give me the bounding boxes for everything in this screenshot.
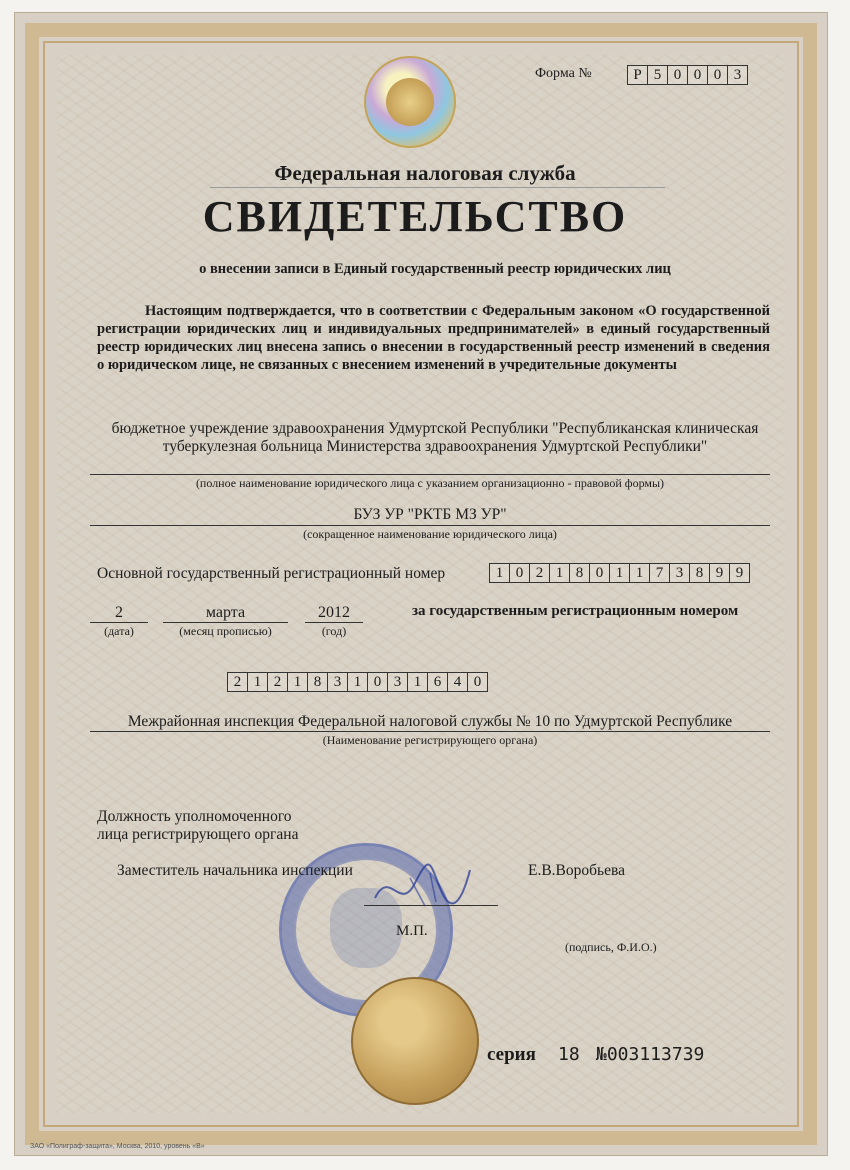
ogrn-digit: 9 (729, 563, 750, 583)
hologram-emblem-icon (364, 56, 456, 148)
document-title: СВИДЕТЕЛЬСТВО (202, 192, 628, 241)
date-day: 2 (115, 604, 123, 621)
form-number-boxes (628, 65, 748, 85)
gold-seal-icon (351, 977, 479, 1105)
sign-caption: (подпись, Ф.И.О.) (565, 940, 657, 954)
authority-caption: (Наименование регистрирующего органа) (322, 733, 538, 747)
date-year-caption: (год) (321, 624, 347, 638)
ogrn-label: Основной государственный регистрационный номер (97, 565, 446, 582)
signatory-role-line1: Должность уполномоченного (97, 808, 292, 825)
grn-digit: 8 (307, 672, 328, 692)
grn-digit: 1 (247, 672, 268, 692)
grn-digit: 0 (367, 672, 388, 692)
ogrn-digit: 8 (689, 563, 710, 583)
ogrn-digit: 1 (629, 563, 650, 583)
ogrn-digit: 1 (549, 563, 570, 583)
form-number-digit: 0 (667, 65, 688, 85)
grn-digit: 0 (467, 672, 488, 692)
date-day-caption: (дата) (104, 624, 134, 638)
signatory-role-line2: лица регистрирующего органа (97, 826, 299, 843)
grn-digit: 6 (427, 672, 448, 692)
series-label: серия (487, 1044, 536, 1065)
form-number-digit: 0 (687, 65, 708, 85)
ogrn-digit: 0 (509, 563, 530, 583)
grn-digit: 3 (387, 672, 408, 692)
form-number-digit: 3 (727, 65, 748, 85)
grn-digit: 2 (267, 672, 288, 692)
grn-digit: 4 (447, 672, 468, 692)
grn-digit: 1 (347, 672, 368, 692)
signature-icon (370, 858, 480, 918)
ogrn-digit: 7 (649, 563, 670, 583)
mp-label: М.П. (396, 923, 428, 939)
ogrn-digit: 9 (709, 563, 730, 583)
ogrn-digit: 8 (569, 563, 590, 583)
form-number-digit: Р (627, 65, 648, 85)
grn-digit: 2 (227, 672, 248, 692)
ogrn-digit: 2 (529, 563, 550, 583)
reg-number-label: за государственным регистрационным номером (412, 603, 739, 619)
ogrn-digit: 0 (589, 563, 610, 583)
grn-digit: 1 (407, 672, 428, 692)
series-value: 18 (558, 1044, 580, 1065)
document-subtitle: о внесении записи в Единый государственный реестр юридических лиц (199, 261, 671, 277)
grn-digit: 3 (327, 672, 348, 692)
entity-full-name-caption: (полное наименование юридического лица с указанием организационно - правовой формы) (195, 476, 665, 490)
authority-name: Межрайонная инспекция Федеральной налоговой службы № 10 по Удмуртской Республике (127, 713, 733, 730)
printer-footer: ЗАО «Полиграф-защита», Москва, 2010, уровень «В» (30, 1143, 205, 1150)
ogrn-number-boxes (490, 563, 750, 583)
entity-short-name: БУЗ УР "РКТБ МЗ УР" (353, 506, 507, 523)
date-month-caption: (месяц прописью) (179, 624, 272, 638)
form-number-digit: 5 (647, 65, 668, 85)
series-number: №003113739 (596, 1044, 705, 1065)
intro-paragraph: Настоящим подтверждается, что в соответствии с Федеральным законом «О государственной регистрации юридических лиц и индивидуальных предпринимателей» в единый государственный реестр юридических лиц внесена запись о внесении в государственный реестр изменений в сведения о юридическом лице, не связанных с внесением изменений в учредительные документы (97, 303, 770, 373)
ogrn-digit: 1 (489, 563, 510, 583)
date-month: марта (205, 604, 246, 621)
entity-short-name-caption: (сокращенное наименование юридического лица) (303, 527, 557, 541)
ogrn-digit: 3 (669, 563, 690, 583)
date-year: 2012 (318, 604, 350, 621)
entity-full-name: бюджетное учреждение здравоохранения Удмуртской Республики "Республиканская клиническая туберкулезная больница Министерства здравоохранения Удмуртской Республики" (111, 420, 759, 455)
agency-name: Федеральная налоговая служба (274, 161, 576, 185)
signatory-name: Е.В.Воробьева (528, 862, 625, 879)
signatory-position: Заместитель начальника инспекции (117, 862, 353, 879)
grn-digit: 1 (287, 672, 308, 692)
form-label: Форма № (535, 66, 592, 81)
form-number-digit: 0 (707, 65, 728, 85)
ogrn-digit: 1 (609, 563, 630, 583)
grn-number-boxes (228, 672, 488, 692)
